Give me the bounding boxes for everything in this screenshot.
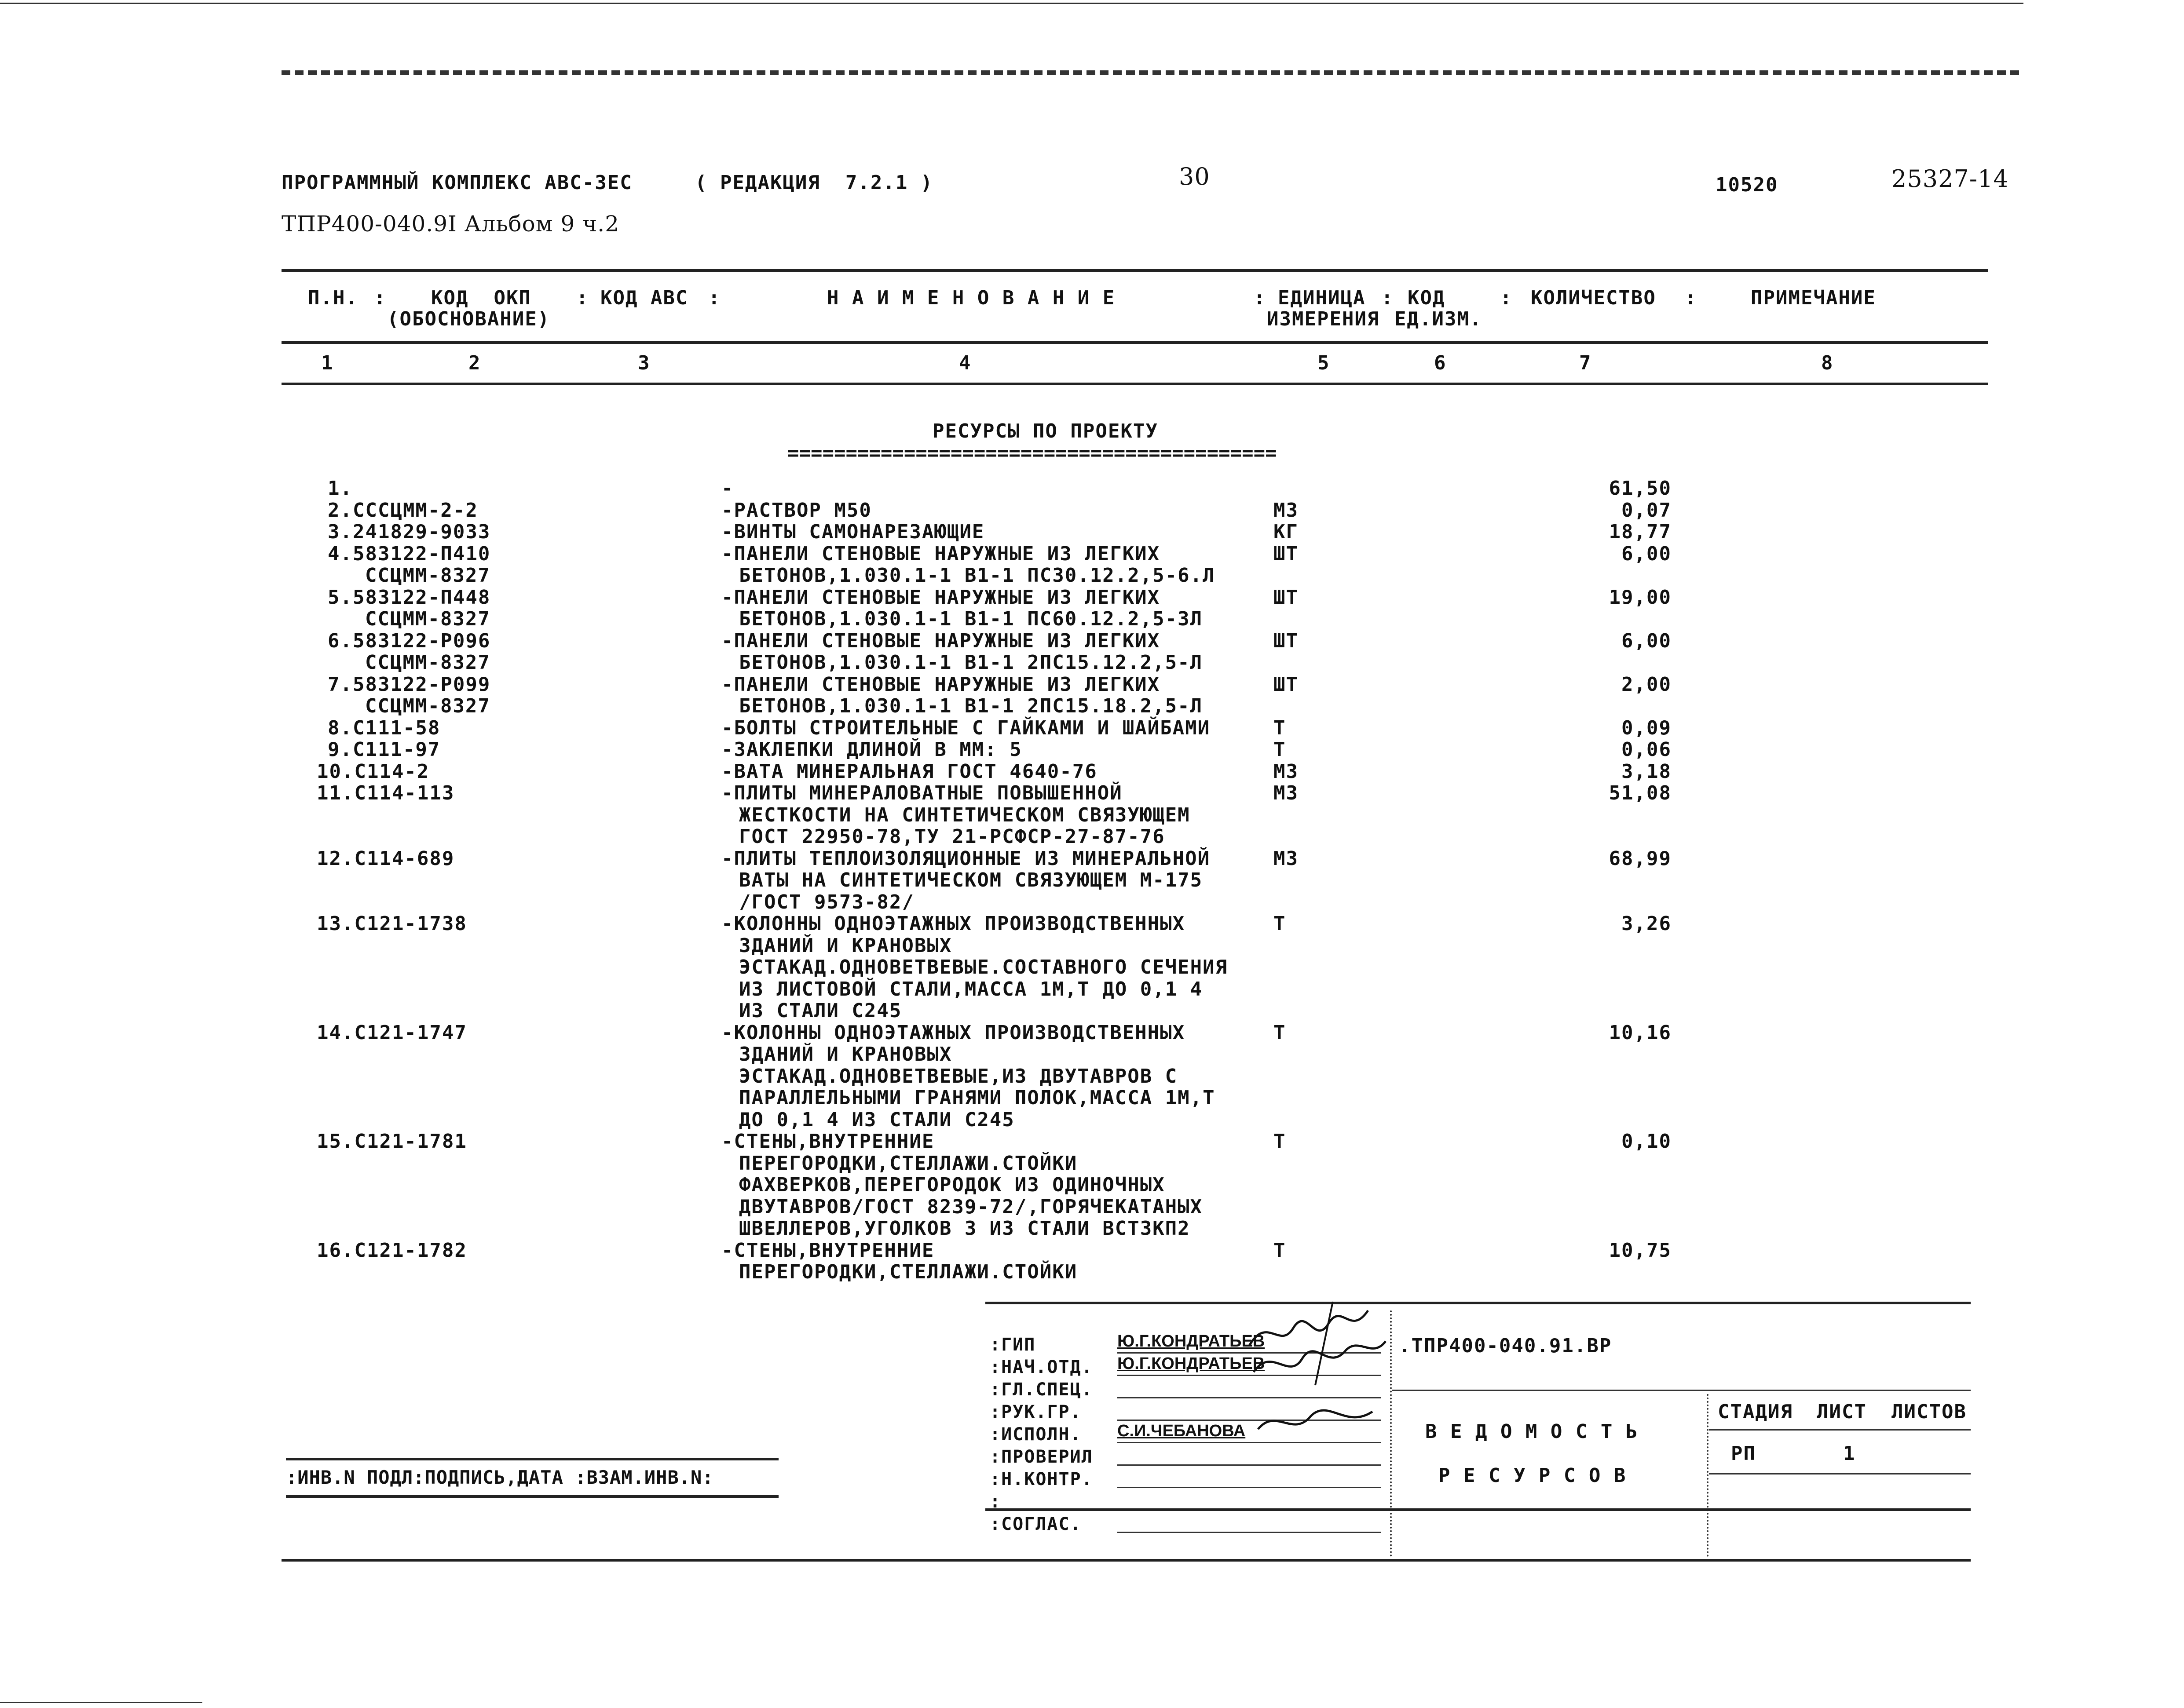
row-code-continuation: ССЦММ-8327 <box>365 564 490 587</box>
row-unit: Т <box>1273 912 1286 935</box>
row-name-continuation: ЭСТАКАД.ОДНОВЕТВЕВЫЕ,ИЗ ДВУТАВРОВ С <box>739 1065 1178 1088</box>
row-name: -ПАНЕЛИ СТЕНОВЫЕ НАРУЖНЫЕ ИЗ ЛЕГКИХ <box>721 542 1160 565</box>
stamp-role: :ИСПОЛН. <box>990 1424 1082 1445</box>
row-name: -ВАТА МИНЕРАЛЬНАЯ ГОСТ 4640-76 <box>721 760 1097 783</box>
row-code: 6.583122-Р096 <box>328 629 491 652</box>
row-unit: М3 <box>1273 760 1299 783</box>
stamp-bottom-rule <box>282 1559 1971 1562</box>
stage-bottom-rule <box>1709 1473 1971 1474</box>
row-quantity: 0,10 <box>1621 1130 1672 1153</box>
header-separators: : <box>1381 287 1394 309</box>
row-name-continuation: /ГОСТ 9573-82/ <box>739 890 915 913</box>
row-name-continuation: ПЕРЕГОРОДКИ,СТЕЛЛАЖИ.СТОЙКИ <box>739 1261 1078 1283</box>
row-code: 13.С121-1738 <box>317 912 467 935</box>
row-unit: Т <box>1273 716 1286 739</box>
stamp-role: : <box>990 1492 1002 1512</box>
row-quantity: 68,99 <box>1609 847 1672 870</box>
row-unit: КГ <box>1273 521 1299 543</box>
col-unit: ЕДИНИЦА <box>1278 287 1366 309</box>
row-name: -СТЕНЫ,ВНУТРЕННИЕ <box>721 1239 935 1262</box>
row-code: 9.С111-97 <box>328 738 441 761</box>
col-pn: П.Н. <box>308 287 358 309</box>
row-name: -КОЛОННЫ ОДНОЭТАЖНЫХ ПРОИЗВОДСТВЕННЫХ <box>721 1021 1185 1044</box>
row-quantity: 6,00 <box>1621 629 1672 652</box>
table-top-rule <box>282 269 1988 272</box>
row-quantity: 2,00 <box>1621 673 1672 696</box>
header-separators: : <box>1500 287 1513 309</box>
row-name-continuation: ЭСТАКАД.ОДНОВЕТВЕВЫЕ.СОСТАВНОГО СЕЧЕНИЯ <box>739 956 1228 978</box>
row-code-continuation: ССЦММ-8327 <box>365 695 490 717</box>
document-code: .ТПР400-040.91.ВР <box>1399 1335 1612 1357</box>
row-name: -ПАНЕЛИ СТЕНОВЫЕ НАРУЖНЫЕ ИЗ ЛЕГКИХ <box>721 673 1160 696</box>
row-code-continuation: ССЦММ-8327 <box>365 651 490 674</box>
col-unit-code: КОД <box>1408 287 1445 309</box>
row-unit: ШТ <box>1273 673 1299 696</box>
row-name-continuation: ИЗ ЛИСТОВОЙ СТАЛИ,МАССА 1М,Т ДО 0,1 4 <box>739 978 1203 1000</box>
stage-rule <box>1709 1429 1971 1431</box>
row-unit: Т <box>1273 1021 1286 1044</box>
col-okp: КОД ОКП <box>431 287 531 309</box>
row-code: 5.583122-П448 <box>328 586 491 609</box>
row-unit: М3 <box>1273 499 1299 522</box>
sheets-header: ЛИСТОВ <box>1891 1401 1967 1423</box>
row-name-continuation: БЕТОНОВ,1.030.1-1 В1-1 2ПС15.18.2,5-Л <box>739 695 1203 717</box>
header-code-2: 25327-14 <box>1891 165 2009 193</box>
stage-divider <box>1707 1394 1708 1557</box>
stamp-name: С.И.ЧЕБАНОВА <box>1117 1422 1246 1440</box>
stamp-role: :ПРОВЕРИЛ <box>990 1447 1093 1467</box>
stamp-role: :СОГЛАС. <box>990 1514 1082 1534</box>
row-unit: М3 <box>1273 782 1299 804</box>
stamp-sign-line <box>1117 1487 1381 1488</box>
row-code: 15.С121-1781 <box>317 1130 467 1153</box>
stamp-role: :ГИП <box>990 1335 1036 1355</box>
row-quantity: 0,09 <box>1621 716 1672 739</box>
row-quantity: 61,50 <box>1609 477 1672 500</box>
row-code: 3.241829-9033 <box>328 521 491 543</box>
inv-top-rule <box>286 1458 779 1460</box>
row-name-continuation: ФАХВЕРКОВ,ПЕРЕГОРОДОК ИЗ ОДИНОЧНЫХ <box>739 1174 1165 1196</box>
row-name-continuation: БЕТОНОВ,1.030.1-1 В1-1 2ПС15.12.2,5-Л <box>739 651 1203 674</box>
document-title-1: В Е Д О М О С Т Ь <box>1425 1420 1639 1443</box>
row-quantity: 10,16 <box>1609 1021 1672 1044</box>
row-name-continuation: ИЗ СТАЛИ С245 <box>739 1000 902 1022</box>
row-quantity: 18,77 <box>1609 521 1672 543</box>
row-name: -ПАНЕЛИ СТЕНОВЫЕ НАРУЖНЫЕ ИЗ ЛЕГКИХ <box>721 629 1160 652</box>
col-unit-sub: ИЗМЕРЕНИЯ <box>1267 308 1380 330</box>
document-title-2: Р Е С У Р С О В <box>1438 1464 1627 1487</box>
row-name: -РАСТВОР М50 <box>721 499 872 522</box>
bottom-edge <box>0 1702 202 1703</box>
header-separators: : <box>374 287 387 309</box>
col-number-2: 2 <box>468 352 481 374</box>
col-number-7: 7 <box>1579 352 1592 374</box>
col-unit-code-sub: ЕД.ИЗМ. <box>1394 308 1482 330</box>
col-number-6: 6 <box>1434 352 1447 374</box>
row-name-continuation: ЗДАНИЙ И КРАНОВЫХ <box>739 1043 952 1066</box>
signatures <box>1240 1297 1399 1442</box>
row-unit: Т <box>1273 1130 1286 1153</box>
col-number-3: 3 <box>638 352 651 374</box>
stamp-role: :РУК.ГР. <box>990 1402 1082 1422</box>
row-name: -ПЛИТЫ ТЕПЛОИЗОЛЯЦИОННЫЕ ИЗ МИНЕРАЛЬНОЙ <box>721 847 1211 870</box>
stamp-sign-line <box>1117 1532 1381 1533</box>
row-unit: Т <box>1273 738 1286 761</box>
row-name-continuation: БЕТОНОВ,1.030.1-1 В1-1 ПС30.12.2,5-6.Л <box>739 564 1215 587</box>
col-abc: КОД АВС <box>600 287 688 309</box>
col-note: ПРИМЕЧАНИЕ <box>1751 287 1876 309</box>
col-number-4: 4 <box>959 352 972 374</box>
row-code: 10.С114-2 <box>317 760 430 783</box>
stamp-name: Ю.Г.КОНДРАТЬЕВ <box>1117 1354 1265 1373</box>
row-name-continuation: ВАТЫ НА СИНТЕТИЧЕСКОМ СВЯЗУЮЩЕМ М-175 <box>739 869 1203 891</box>
col-number-5: 5 <box>1317 352 1330 374</box>
header-separators: : <box>576 287 589 309</box>
header-code-1: 10520 <box>1716 174 1778 196</box>
row-name: -БОЛТЫ СТРОИТЕЛЬНЫЕ С ГАЙКАМИ И ШАЙБАМИ <box>721 716 1211 739</box>
row-name: -ЗАКЛЕПКИ ДЛИНОЙ В ММ: 5 <box>721 738 1022 761</box>
col-okp-sub: (ОБОСНОВАНИЕ) <box>387 308 550 330</box>
row-quantity: 19,00 <box>1609 586 1672 609</box>
top-border <box>0 3 2023 4</box>
row-name: - <box>721 477 734 500</box>
col-name: Н А И М Е Н О В А Н И Е <box>827 287 1116 309</box>
edition: ( РЕДАКЦИЯ 7.2.1 ) <box>695 172 933 194</box>
row-name-continuation: ДВУТАВРОВ/ГОСТ 8239-72/,ГОРЯЧЕКАТАНЫХ <box>739 1195 1203 1218</box>
section-title: РЕСУРСЫ ПО ПРОЕКТУ <box>933 420 1158 442</box>
inv-bottom-rule <box>286 1495 779 1498</box>
inventory-block: :ИНВ.N ПОДЛ:ПОДПИСЬ,ДАТА :ВЗАМ.ИНВ.N: <box>286 1467 714 1488</box>
row-name: -ПАНЕЛИ СТЕНОВЫЕ НАРУЖНЫЕ ИЗ ЛЕГКИХ <box>721 586 1160 609</box>
stamp-code-rule <box>1392 1390 1971 1391</box>
row-unit: ШТ <box>1273 586 1299 609</box>
row-quantity: 3,18 <box>1621 760 1672 783</box>
row-code: 4.583122-П410 <box>328 542 491 565</box>
row-unit: ШТ <box>1273 542 1299 565</box>
row-code: 7.583122-Р099 <box>328 673 491 696</box>
row-name-continuation: ПЕРЕГОРОДКИ,СТЕЛЛАЖИ.СТОЙКИ <box>739 1152 1078 1175</box>
page-number: 30 <box>1179 163 1210 190</box>
row-name: -КОЛОННЫ ОДНОЭТАЖНЫХ ПРОИЗВОДСТВЕННЫХ <box>721 912 1185 935</box>
row-code: 11.С114-113 <box>317 782 455 804</box>
row-name-continuation: ПАРАЛЛЕЛЬНЫМИ ГРАНЯМИ ПОЛОК,МАССА 1М,Т <box>739 1087 1215 1109</box>
row-quantity: 3,26 <box>1621 912 1672 935</box>
col-number-8: 8 <box>1821 352 1834 374</box>
row-code: 14.С121-1747 <box>317 1021 467 1044</box>
row-name: -СТЕНЫ,ВНУТРЕННИЕ <box>721 1130 935 1153</box>
row-name-continuation: ГОСТ 22950-78,ТУ 21-РСФСР-27-87-76 <box>739 825 1165 848</box>
row-code: 16.С121-1782 <box>317 1239 467 1262</box>
row-quantity: 10,75 <box>1609 1239 1672 1262</box>
stamp-top-rule <box>985 1302 1971 1304</box>
col-qty: КОЛИЧЕСТВО <box>1531 287 1656 309</box>
row-unit: Т <box>1273 1239 1286 1262</box>
row-code: 8.С111-58 <box>328 716 441 739</box>
row-unit: ШТ <box>1273 629 1299 652</box>
stage-header: СТАДИЯ <box>1718 1401 1793 1423</box>
row-name-continuation: ЗДАНИЙ И КРАНОВЫХ <box>739 934 952 957</box>
row-code-continuation: ССЦММ-8327 <box>365 608 490 630</box>
top-dashed-rule <box>282 70 2019 75</box>
stamp-role: :Н.КОНТР. <box>990 1469 1093 1489</box>
stamp-role: :НАЧ.ОТД. <box>990 1357 1093 1377</box>
row-name-continuation: ШВЕЛЛЕРОВ,УГОЛКОВ 3 ИЗ СТАЛИ ВСТ3КП2 <box>739 1217 1190 1240</box>
row-name-continuation: БЕТОНОВ,1.030.1-1 В1-1 ПС60.12.2,5-3Л <box>739 608 1203 630</box>
header-mid-rule <box>282 341 1988 344</box>
row-quantity: 0,07 <box>1621 499 1672 522</box>
col-number-1: 1 <box>321 352 334 374</box>
row-code: 1. <box>328 477 353 500</box>
stamp-mid-rule <box>985 1508 1971 1511</box>
stamp-sign-line <box>1117 1464 1381 1466</box>
row-name: -ПЛИТЫ МИНЕРАЛОВАТНЫЕ ПОВЫШЕННОЙ <box>721 782 1123 804</box>
stamp-name: Ю.Г.КОНДРАТЬЕВ <box>1117 1332 1265 1350</box>
row-code: 2.СССЦММ-2-2 <box>328 499 478 522</box>
row-name: -ВИНТЫ САМОНАРЕЗАЮЩИЕ <box>721 521 985 543</box>
stamp-role: :ГЛ.СПЕЦ. <box>990 1380 1093 1400</box>
row-quantity: 6,00 <box>1621 542 1672 565</box>
row-unit: М3 <box>1273 847 1299 870</box>
row-name-continuation: ЖЕСТКОСТИ НА СИНТЕТИЧЕСКОМ СВЯЗУЮЩЕМ <box>739 803 1190 826</box>
album-title: ТПР400-040.9I Альбом 9 ч.2 <box>282 211 620 237</box>
sheet-header: ЛИСТ <box>1817 1401 1867 1423</box>
row-quantity: 0,06 <box>1621 738 1672 761</box>
program-name: ПРОГРАММНЫЙ КОМПЛЕКС АВС-3ЕС <box>282 172 633 194</box>
row-quantity: 51,08 <box>1609 782 1672 804</box>
row-code: 12.С114-689 <box>317 847 455 870</box>
row-name-continuation: ДО 0,1 4 ИЗ СТАЛИ С245 <box>739 1108 1015 1131</box>
section-underline: ========================================== <box>787 442 1277 464</box>
header-separators: : <box>1685 287 1697 309</box>
stage-value: РП <box>1731 1442 1756 1465</box>
header-bottom-rule <box>282 383 1988 385</box>
header-separators: : <box>708 287 721 309</box>
header-separators: : <box>1254 287 1266 309</box>
sheet-value: 1 <box>1843 1442 1856 1465</box>
